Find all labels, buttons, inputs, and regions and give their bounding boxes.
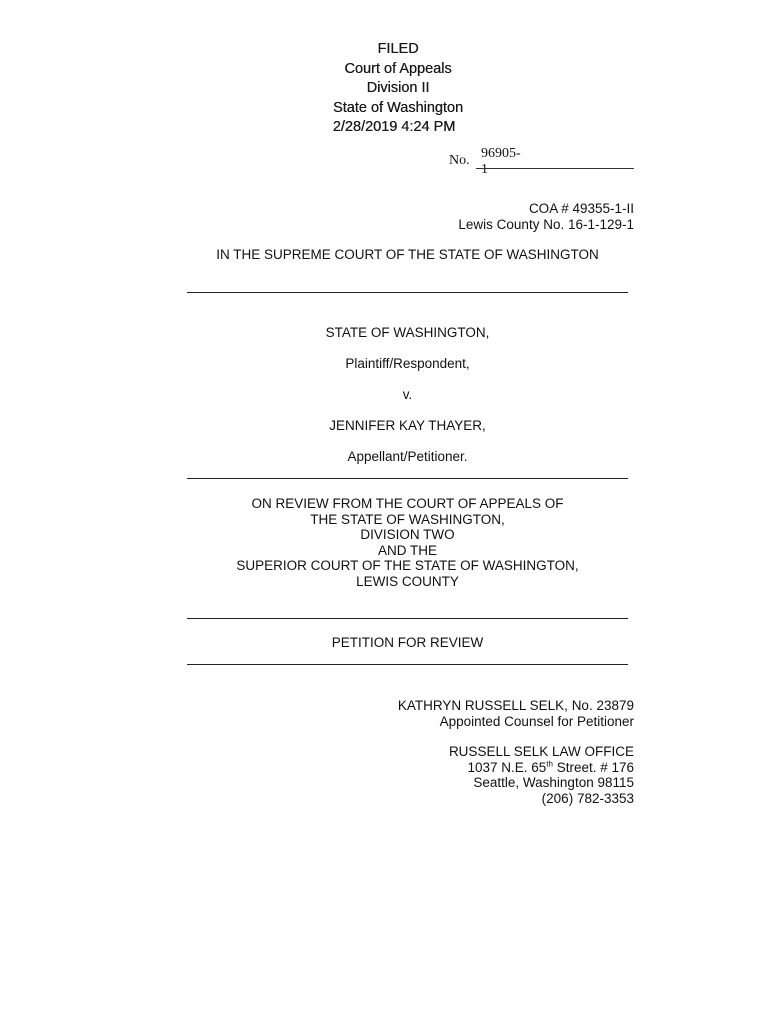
document-title: PETITION FOR REVIEW	[331, 635, 484, 650]
stamp-filed: FILED	[377, 41, 419, 57]
stamp-datetime: 2/28/2019 4:24 PM	[332, 119, 456, 136]
stamp-division: Division II	[366, 80, 430, 97]
court-heading: IN THE SUPREME COURT OF THE STATE OF WASHINGTON	[216, 247, 599, 262]
defendant-role: Appellant/Petitioner.	[347, 449, 468, 464]
counsel-role: Appointed Counsel for Petitioner	[439, 713, 634, 729]
review-line-1: ON REVIEW FROM THE COURT OF APPEALS OF	[251, 496, 564, 511]
street-suffix: th	[546, 759, 553, 769]
coa-number: COA # 49355-1-II	[528, 201, 634, 216]
stamp-state: State of Washington	[332, 99, 464, 116]
case-references	[458, 201, 634, 232]
defendant-name: JENNIFER KAY THAYER,	[329, 418, 486, 433]
office-phone: (206) 782-3353	[541, 790, 634, 806]
versus: v.	[402, 387, 413, 402]
office-address	[449, 744, 634, 806]
docket-number: 96905-1	[481, 146, 521, 177]
docket-underline	[476, 168, 634, 169]
plaintiff-role: Plaintiff/Respondent,	[345, 356, 470, 371]
review-line-5: SUPERIOR COURT OF THE STATE OF WASHINGTON,	[236, 558, 579, 574]
office-city: Seattle, Washington 98115	[473, 775, 634, 791]
county-number: Lewis County No. 16-1-129-1	[458, 216, 634, 232]
divider-1	[187, 292, 628, 293]
filing-stamp	[300, 40, 496, 138]
docket-label: No.	[449, 153, 470, 168]
review-line-3: DIVISION TWO	[360, 527, 455, 543]
street-number: 1037 N.E. 65	[467, 759, 547, 775]
counsel-name: KATHRYN RUSSELL SELK, No. 23879	[397, 698, 634, 713]
review-line-2: THE STATE OF WASHINGTON,	[310, 511, 505, 527]
review-statement	[0, 496, 770, 590]
review-line-4: AND THE	[377, 542, 437, 558]
plaintiff-name: STATE OF WASHINGTON,	[325, 325, 490, 340]
divider-4	[187, 664, 628, 665]
stamp-court: Court of Appeals	[344, 60, 452, 77]
office-street	[449, 760, 634, 776]
divider-2	[187, 478, 628, 479]
review-line-6: LEWIS COUNTY	[356, 573, 459, 589]
street-name: Street. # 176	[552, 759, 634, 775]
office-name: RUSSELL SELK LAW OFFICE	[448, 744, 634, 759]
counsel-block	[398, 698, 634, 729]
divider-3	[187, 618, 628, 619]
